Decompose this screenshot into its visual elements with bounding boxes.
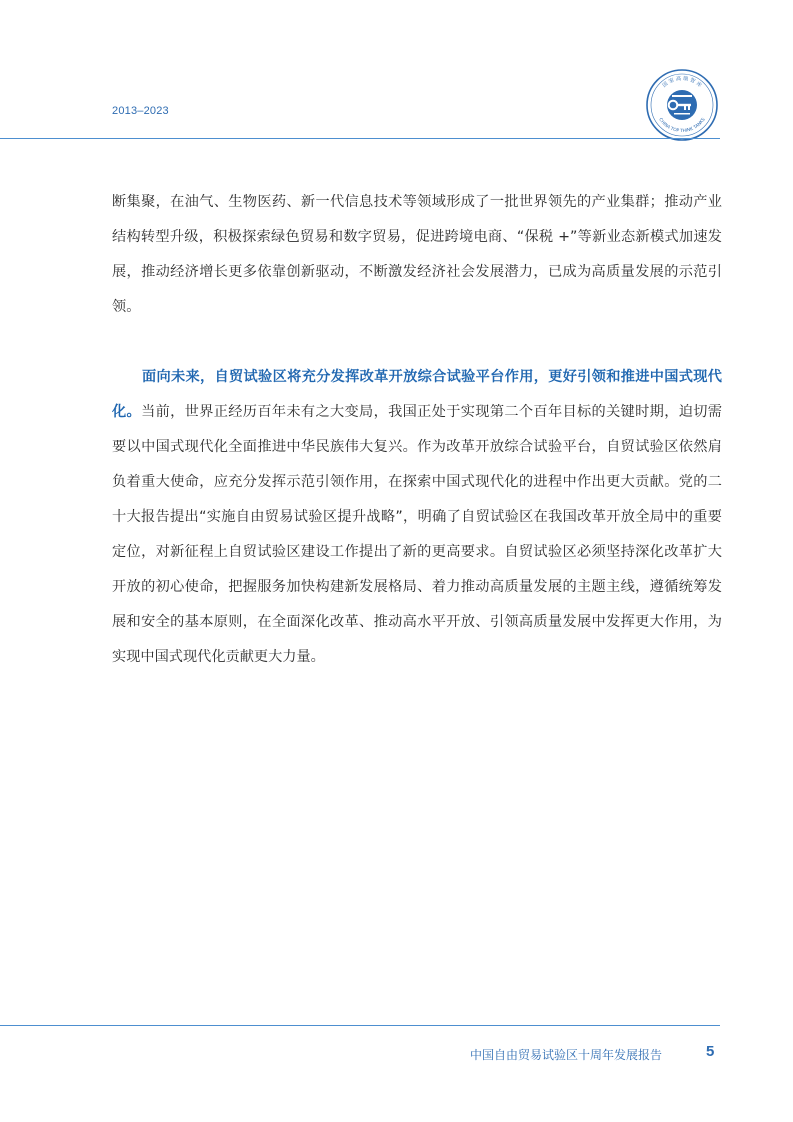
paragraph-2-text: 当前，世界正经历百年未有之大变局，我国正处于实现第二个百年目标的关键时期，迫切需要以中国式现代化全面推进中华民族伟大复兴。作为改革开放综合试验平台，自贸试验区依然肩负着重大使命，应充分发挥示范引领作用，在探索中国式现代化的进程中作出更大贡献。党的二十大报告提出“实施自由贸易试验区提升战略”，明确了自贸试验区在我国改革开放全局中的重要定位，对新征程上自贸试验区建设工作提出了新的更高要求。自贸试验区必须坚持深化改革扩大开放的初心使命，把握服务加快构建新发展格局、着力推动高质量发展的主题主线，遵循统筹发展和安全的基本原则，在全面深化改革、推动高水平开放、引领高质量发展中发挥更大作用，为实现中国式现代化贡献更大力量。	[112, 404, 722, 665]
footer-report-title: 中国自由贸易试验区十周年发展报告	[470, 1048, 663, 1062]
body-paragraph-2	[112, 360, 722, 675]
key-icon	[667, 90, 697, 120]
lead-sentence: 面向未来，自贸试验区将充分发挥改革开放综合试验平台作用，更好引领和推进中国式现代化。	[112, 369, 722, 420]
header-rule	[0, 138, 720, 139]
body-paragraph-1: 断集聚，在油气、生物医药、新一代信息技术等领域形成了一批世界领先的产业集群；推动产业结构转型升级，积极探索绿色贸易和数字贸易，促进跨境电商、“保税 +”等新业态新模式加速发展，推动经济增长更多依靠创新驱动，不断激发经济社会发展潜力，已成为高质量发展的示范引领。	[112, 194, 722, 315]
think-tank-logo	[645, 68, 719, 142]
page-number: 5	[706, 1043, 715, 1060]
logo-bottom-text: CHINA TOP THINK TANKS	[657, 117, 707, 135]
logo-top-text: 国 家 高 端 智 库	[661, 75, 703, 89]
footer-rule	[0, 1025, 720, 1026]
report-body	[112, 185, 722, 675]
header-year-range: 2013–2023	[112, 105, 169, 117]
